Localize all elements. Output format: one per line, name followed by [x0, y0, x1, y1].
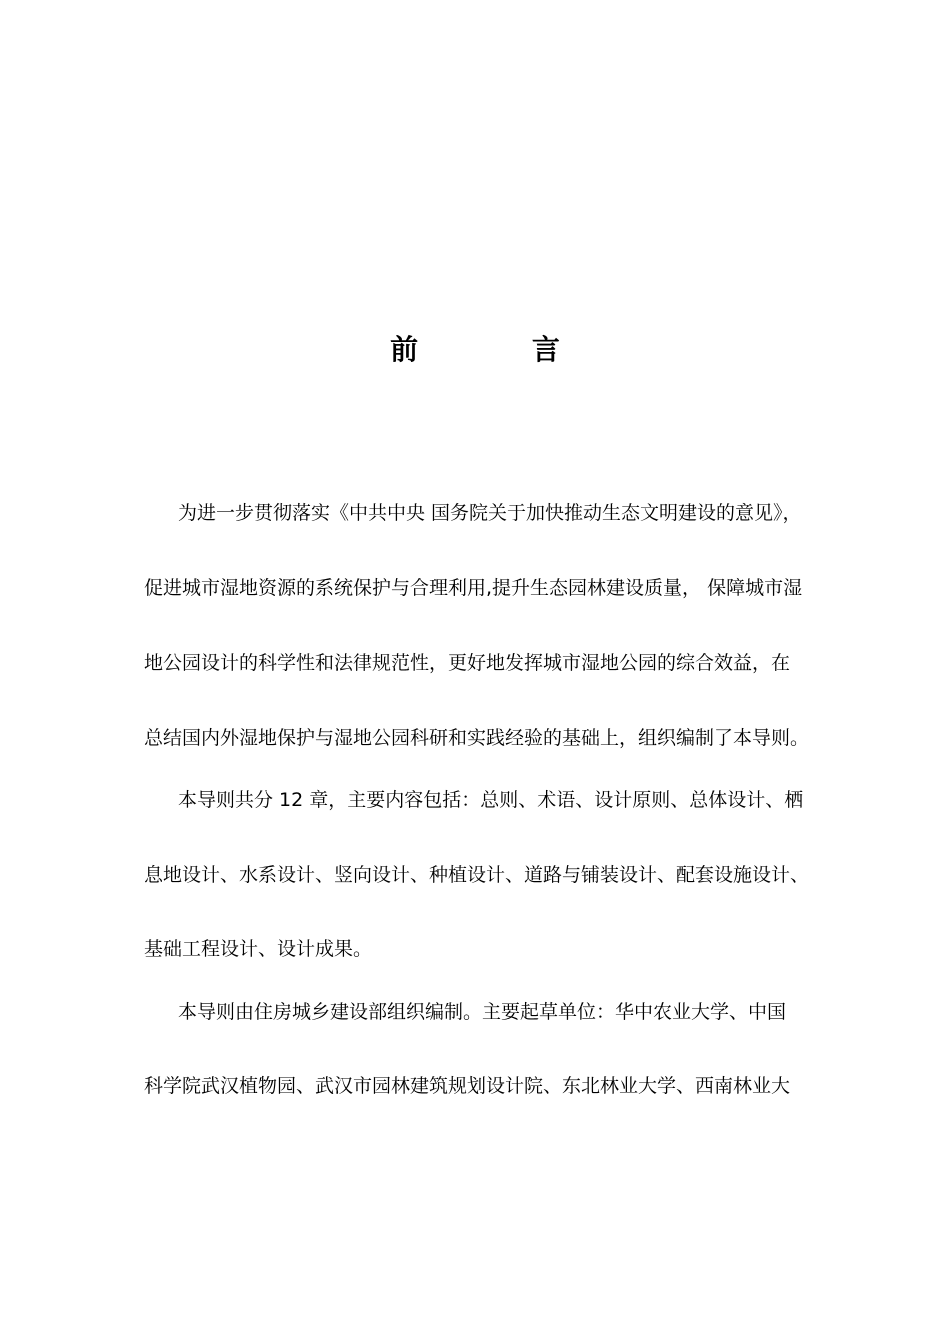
paragraph-1-line-1: 为进一步贯彻落实《中共中央 国务院关于加快推动生态文明建设的意见》， [178, 502, 802, 524]
paragraph-1-line-2: 促进城市湿地资源的系统保护与合理利用,提升生态园林建设质量， 保障城市湿 [144, 577, 803, 599]
page-title: 前 言 [390, 333, 612, 366]
paragraph-3-line-2: 科学院武汉植物园、武汉市园林建筑规划设计院、东北林业大学、西南林业大 [144, 1075, 791, 1097]
paragraph-2-line-2: 息地设计、水系设计、竖向设计、种植设计、道路与铺装设计、配套设施设计、 [144, 864, 810, 886]
paragraph-2-line-1: 本导则共分 12 章，主要内容包括：总则、术语、设计原则、总体设计、栖 [178, 789, 804, 811]
paragraph-2-line-3: 基础工程设计、设计成果。 [144, 938, 373, 960]
paragraph-1-line-4: 总结国内外湿地保护与湿地公园科研和实践经验的基础上，组织编制了本导则。 [144, 727, 810, 749]
paragraph-3-line-1: 本导则由住房城乡建设部组织编制。主要起草单位：华中农业大学、中国 [178, 1001, 787, 1023]
paragraph-1-line-3: 地公园设计的科学性和法律规范性，更好地发挥城市湿地公园的综合效益，在 [144, 652, 791, 674]
